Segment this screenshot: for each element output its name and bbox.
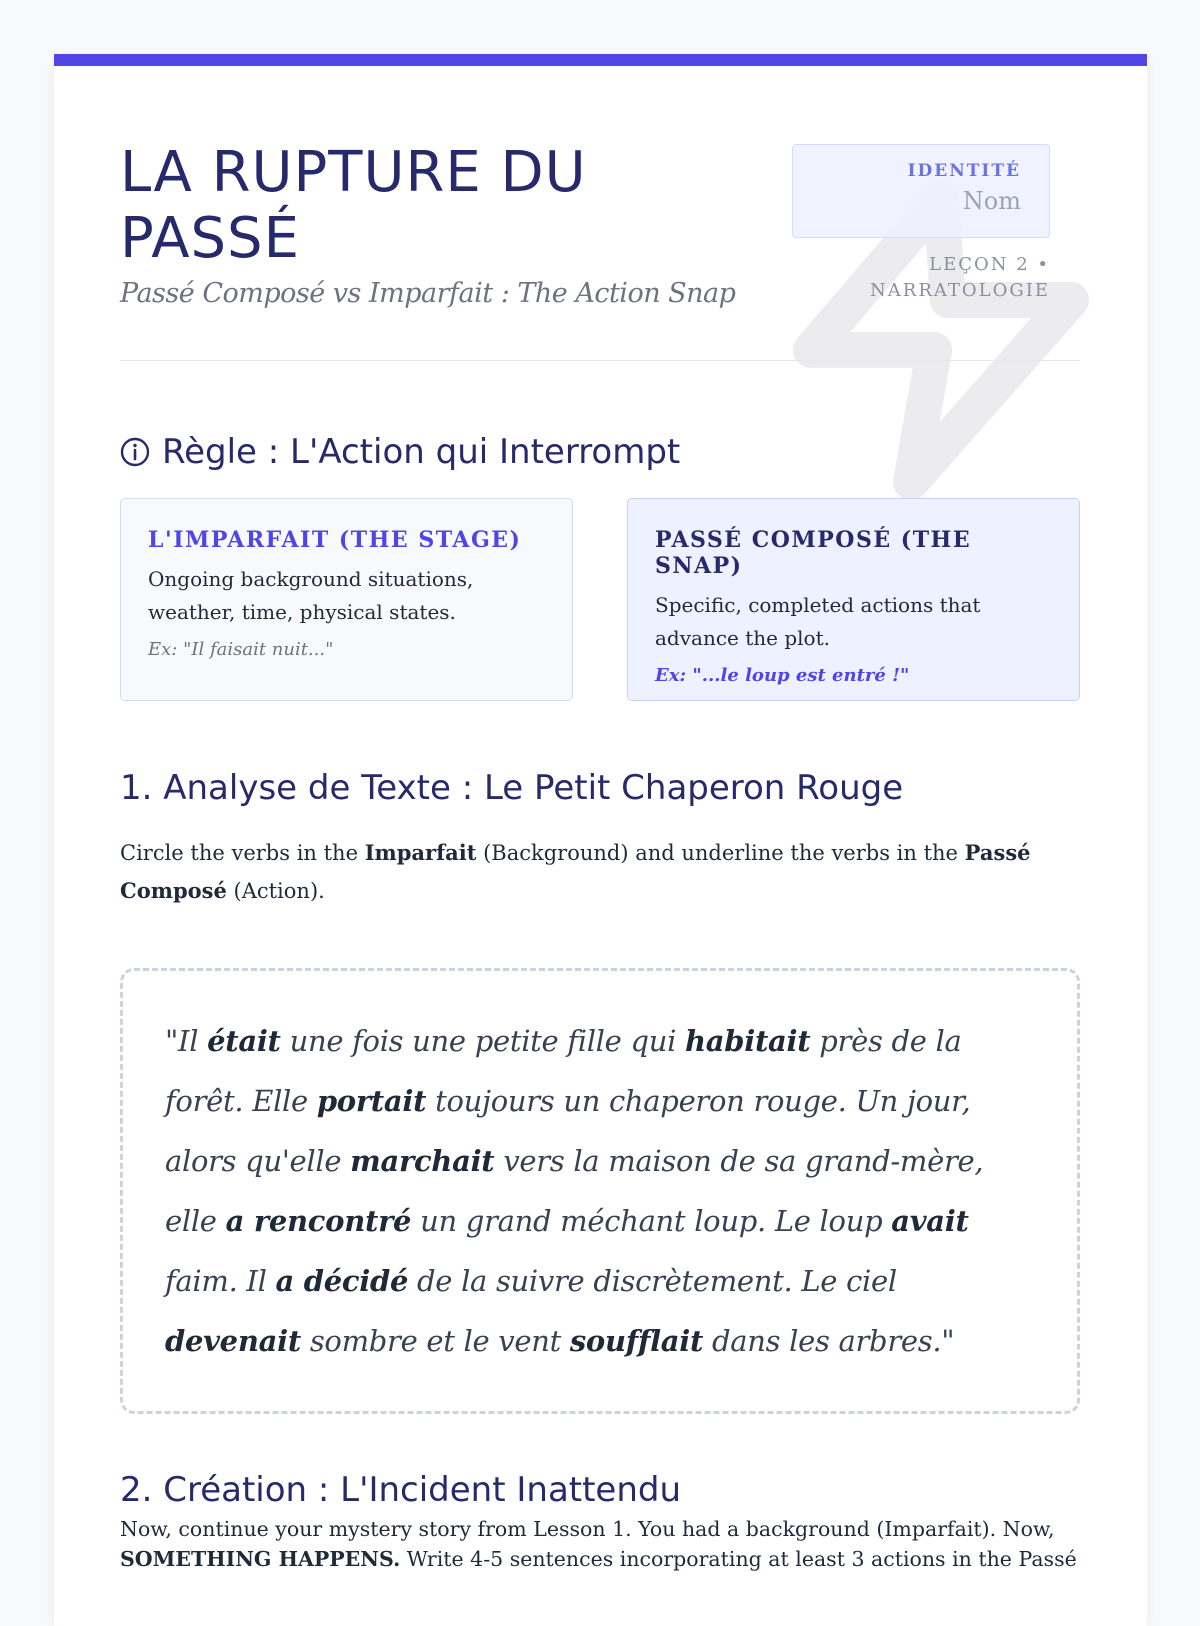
section1-instruction — [120, 834, 1080, 910]
passage-segment: vers la maison de sa grand-mère, elle — [165, 1144, 984, 1238]
header-divider — [120, 360, 1080, 361]
rule-heading — [120, 432, 680, 472]
worksheet-page — [54, 54, 1147, 1626]
instruction-text: (Action). — [226, 879, 325, 903]
passage-segment: de la suivre discrètement. Le ciel — [408, 1264, 897, 1298]
verb[interactable]: devenait — [165, 1324, 301, 1358]
passage-segment: "Il — [165, 1024, 208, 1058]
section1-heading: 1. Analyse de Texte : Le Petit Chaperon Rouge — [120, 768, 904, 808]
verb[interactable]: était — [207, 1024, 281, 1058]
passage-segment: dans les arbres." — [703, 1324, 955, 1358]
verb[interactable]: a décidé — [275, 1264, 409, 1298]
imparfait-card-title: L'IMPARFAIT (THE STAGE) — [148, 527, 522, 553]
verb[interactable]: portait — [316, 1084, 427, 1118]
passage-segment: sombre et le vent — [300, 1324, 570, 1358]
section2-instruction — [120, 1514, 1080, 1574]
passe-compose-card-description: Specific, completed actions that advance the plot. — [655, 593, 981, 650]
instruction-bold: SOMETHING HAPPENS. — [120, 1547, 401, 1571]
instruction-bold: Passé Composé — [120, 840, 1031, 903]
section2-heading: 2. Création : L'Incident Inattendu — [120, 1470, 682, 1510]
identity-label: IDENTITÉ — [907, 161, 1021, 181]
rule-heading-text: Règle : L'Action qui Interrompt — [162, 432, 681, 472]
imparfait-card-description: Ongoing background situations, weather, time, physical states. — [148, 567, 474, 624]
instruction-text: Circle the verbs in the — [120, 841, 365, 865]
passage-segment: faim. Il — [165, 1264, 276, 1298]
instruction-text: (Background) and underline the verbs in the — [476, 841, 965, 865]
passe-compose-card-example: Ex: "...le loup est entré !" — [655, 665, 910, 686]
page-subtitle: Passé Composé vs Imparfait : The Action Snap — [120, 278, 736, 309]
passage-text — [165, 1011, 1039, 1371]
verb[interactable]: marchait — [350, 1144, 495, 1178]
passage-segment: une fois une petite fille qui — [280, 1024, 685, 1058]
info-icon — [120, 437, 150, 467]
instruction-text: Now, continue your mystery story from Lesson 1. You had a background (Imparfait). Now, — [120, 1517, 1055, 1541]
instruction-text: Write 4-5 sentences incorporating at least 3 actions in the Passé — [400, 1547, 1077, 1571]
lesson-tag: LEÇON 2 • NARRATOLOGIE — [870, 254, 1050, 301]
story-passage — [120, 968, 1080, 1414]
passage-segment: près de la forêt. Elle — [165, 1024, 962, 1118]
passe-compose-card-title: PASSÉ COMPOSÉ (THE SNAP) — [655, 527, 972, 579]
name-field[interactable]: Nom — [962, 187, 1021, 215]
imparfait-card — [120, 498, 573, 701]
instruction-bold: Imparfait — [364, 840, 477, 865]
passage-segment: un grand méchant loup. Le loup — [411, 1204, 892, 1238]
identity-box[interactable] — [792, 144, 1050, 238]
verb[interactable]: habitait — [684, 1024, 811, 1058]
imparfait-card-example: Ex: "Il faisait nuit..." — [148, 639, 334, 660]
verb[interactable]: avait — [891, 1204, 969, 1238]
page-title: LA RUPTURE DU PASSÉ — [120, 140, 587, 271]
verb[interactable]: a rencontré — [225, 1204, 412, 1238]
verb[interactable]: soufflait — [569, 1324, 704, 1358]
passe-compose-card — [627, 498, 1080, 701]
passage-segment: toujours un chaperon rouge. Un jour, alors qu'elle — [165, 1084, 971, 1178]
